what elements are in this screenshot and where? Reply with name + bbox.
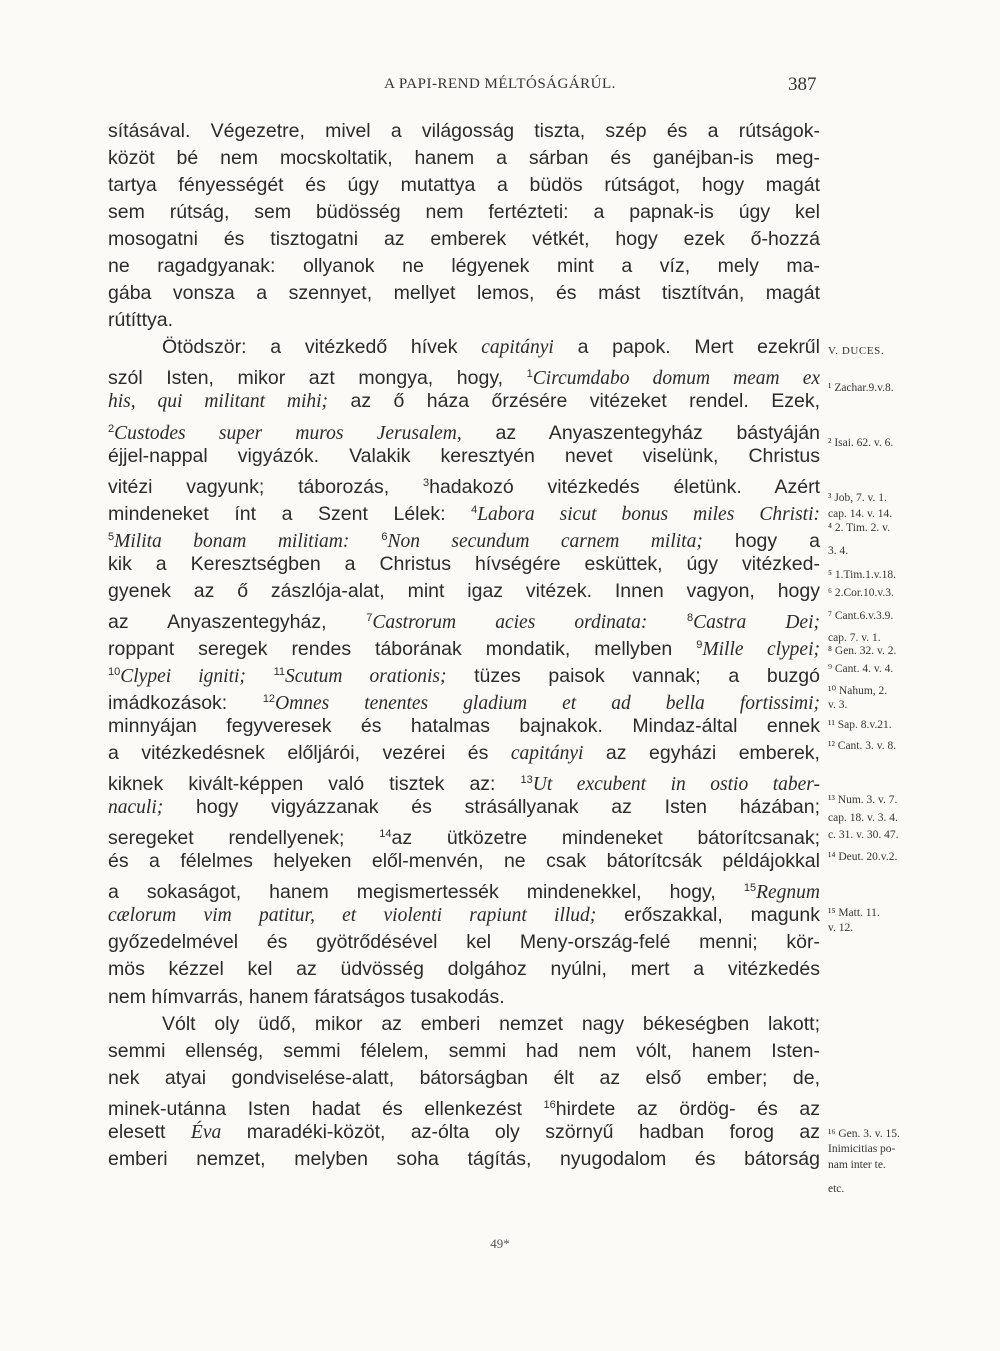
text-span: minek-utánna Isten hadat és ellenkezést [108,1097,544,1120]
text-span: az ő háza őrzésére vitézeket rendel. Ezek, [328,390,820,413]
margin-note: ⁴ 2. Tim. 2. v. [828,522,891,534]
margin-note: ⁸ Gen. 32. v. 2. [828,645,897,657]
text-span: az egyházi emberek, [583,742,820,765]
text-span: sításával. Végezetre, mivel a világosság tiszta, szép és a rútságok- [108,120,820,142]
text-span: éjjel-nappal vigyázók. Valakik keresztyén nevet viselünk, Christus [108,444,820,467]
text-span: maradéki-közöt, az-ólta oly szörnyű hadban forog az [221,1120,820,1143]
text-line [108,199,820,226]
text-line [108,686,820,713]
text-line [108,1011,820,1038]
text-line [108,740,820,767]
text-line [108,1146,820,1173]
margin-note: ² Isai. 62. v. 6. [828,437,894,449]
text-line [108,929,820,956]
text-span: ne ragadgyanak: ollyanok ne légyenek mint a víz, mely ma- [108,255,820,278]
text-span [647,611,687,633]
text-line [108,470,820,497]
latin-quote: his, qui militant mihi; [108,391,329,413]
margin-note: ¹⁰ Nahum, 2. [828,685,888,697]
text-span [246,665,274,687]
text-line [108,253,820,280]
text-span: közöt bé nem mocskoltatik, hanem a sárban és ganéjban-is meg- [108,147,820,170]
text-line [108,551,820,578]
text-span: roppant seregek rendes táborának mondatik, mellyben [108,637,697,660]
text-span: és a félelmes helyeken elől-menvén, ne csak bátorítcsák példájokkal [108,850,820,873]
page-number: 387 [788,74,817,95]
text-span: hirdete az ördög- és az [555,1097,820,1120]
margin-note: ¹² Cant. 3. v. 8. [828,740,897,752]
text-span: erőszakkal, magunk [596,904,820,927]
margin-note: v. 3. [828,699,848,711]
latin-quote: capitányi [481,337,554,359]
margin-note: ⁶ 2.Cor.10.v.3. [828,587,894,599]
text-line [108,416,820,443]
margin-note: ³ Job, 7. v. 1. [828,492,887,504]
text-line [108,443,820,470]
footnote-marker: 3 [422,476,430,489]
text-span: gába vonsza a szennyet, mellyet lemos, és mást tisztítván, magát [108,282,820,305]
text-line [108,794,820,821]
text-span: az ütközetre mindeneket bátorítcsanak; [391,827,820,850]
margin-note: ⁹ Cant. 4. v. 4. [828,663,894,675]
text-line [108,902,820,929]
margin-note: cap. 18. v. 3. 4. [828,812,898,824]
margin-note: ⁷ Cant.6.v.3.9. [828,610,894,622]
text-line [108,1119,820,1146]
text-span: gyenek az ő zászlója-alat, mint igaz vitézek. Innen vagyon, hogy [108,579,820,602]
text-span: kik a Keresztségben a Christus hívségére esküttek, úgy vitézked- [108,552,820,575]
latin-quote: Milita bonam militiam: [114,530,350,552]
text-span: tüzes paisok vannak; a buzgó [446,664,820,687]
margin-note: v. 12. [828,922,854,934]
text-line [108,172,820,199]
text-span: rútíttya. [108,309,174,332]
latin-quote: capitányi [510,743,584,765]
text-line [108,767,820,794]
margin-note: ¹⁵ Matt. 11. [828,907,880,919]
text-span: mosogatni és tisztogatni az emberek vétkét, hogy ezek ő-hozzá [108,228,820,251]
text-span: emberi nemzet, melyben soha tágítás, nyugodalom és bátorság [108,1147,820,1170]
footnote-marker: 16 [543,1098,556,1111]
latin-quote: Custodes super muros Jerusalem, [114,422,462,444]
body-text [108,118,820,1173]
latin-quote: Omnes tenentes gladium et ad bella fortissimi; [275,692,820,714]
footnote-marker: 4 [471,503,478,516]
text-span: nem hímvarrás, hanem fáratságos tusakodás. [108,985,505,1008]
margin-note: 3. 4. [828,545,849,557]
text-line [108,334,820,361]
text-line [108,984,820,1011]
text-span: tartya fényességét és úgy mutattya a büdös rútságot, hogy magát [108,174,820,197]
text-line [108,388,820,415]
footnote-marker: 11 [273,665,286,678]
footnote-marker: 14 [379,828,392,841]
margin-note: ⁵ 1.Tim.1.v.18. [828,569,897,581]
footnote-marker: 5 [108,530,115,543]
text-span: sem rútság, sem büdösség nem fertézteti: a papnak-is úgy kel [108,201,820,224]
margin-note: ¹³ Num. 3. v. 7. [828,794,898,806]
text-span: imádkozások: [108,691,263,714]
running-header-title: A PAPI-REND MÉLTÓSÁGÁRÚL. [384,76,616,92]
footnote-marker: 10 [108,665,121,678]
text-line [108,956,820,983]
footnote-marker: 7 [366,611,373,624]
latin-quote: Ut excubent in ostio taber- [532,774,820,796]
text-line [108,821,820,848]
footnote-marker: 15 [743,882,757,895]
text-line [108,524,820,551]
text-line [108,280,820,307]
margin-note: nam inter te. [828,1159,886,1171]
text-span: seregeket rendellyenek; [108,827,380,850]
text-span: elesett [108,1120,191,1143]
latin-quote: Mille clypei; [702,638,820,660]
latin-quote: Labora sicut bonus miles Christi: [477,503,820,525]
footnote-marker: 1 [526,368,533,381]
latin-quote: Clypei igniti; [120,665,246,687]
footnote-marker: 6 [381,530,388,543]
text-span: hogy vigyázzanak és strásállyanak az Isten házában; [163,796,820,819]
text-span: hadakozó vitézkedés életünk. Azért [429,475,820,498]
footnote-marker: 8 [687,611,694,624]
text-span: kiknek kivált-képpen való tisztek az: [108,773,521,796]
margin-note: ¹⁶ Gen. 3. v. 15. [828,1128,900,1140]
text-line [108,875,820,902]
text-span: vitézi vagyunk; táborozás, [108,475,423,498]
text-line [108,226,820,253]
text-span: szól Isten, mikor azt mongya, hogy, [108,367,527,390]
latin-quote: Castrorum acies ordinata: [372,611,648,633]
footnote-marker: 9 [696,638,703,651]
latin-quote: Scutum orationis; [285,665,447,687]
margin-note: V. DUCES. [828,345,885,357]
text-span: mös kézzel kel az üdvösség dolgához nyúlni, mert a vitézkedés [108,958,820,981]
text-span: győzedelmével és gyötrődésével kel Meny-ország-felé menni; kör- [108,931,820,954]
text-line [108,118,820,145]
text-line [108,605,820,632]
text-line [108,1065,820,1092]
latin-quote: Castra Dei; [693,611,821,633]
text-line [108,497,820,524]
text-span: Ötödször: a vitézkedő hívek [162,336,482,359]
signature-mark: 49* [490,1236,510,1251]
text-span: a papok. Mert ezekrűl [553,336,820,359]
latin-quote: cælorum vim patitur, et violenti rapiunt illud; [108,905,597,927]
text-span: nek atyai gondviselése-alatt, bátorságban élt az első ember; de, [108,1066,820,1089]
text-line [108,145,820,172]
margin-note: ¹¹ Sap. 8.v.21. [828,719,892,731]
margin-note: ¹ Zachar.9.v.8. [828,382,894,394]
margin-note: c. 31. v. 30. 47. [828,829,899,841]
latin-quote: Circumdabo domum meam ex [532,368,820,390]
text-line [108,659,820,686]
text-span: a sokaságot, hanem megismertessék mindenekkel, hogy, [108,881,744,904]
latin-quote: naculi; [108,797,164,819]
margin-note: cap. 14. v. 14. [828,508,893,520]
text-line [108,361,820,388]
text-line [108,307,820,334]
text-line [108,632,820,659]
latin-quote: Non secundum carnem milita; [387,530,703,552]
text-span: mindeneket ínt a Szent Lélek: [108,502,472,525]
text-span: Vólt oly üdő, mikor az emberi nemzet nagy békeségben lakott; [162,1012,820,1035]
text-span: az Anyaszentegyház, [108,610,367,633]
text-span: semmi ellenség, semmi félelem, semmi had nem vólt, hanem Isten- [108,1039,820,1062]
latin-quote: Éva [190,1121,222,1143]
latin-quote: Regnum [756,882,820,904]
text-span: a vitézkedésnek előljárói, vezérei és [108,742,511,765]
text-span: hogy a [702,529,821,552]
text-line [108,1038,820,1065]
footnote-marker: 13 [520,774,533,787]
text-span: az Anyaszentegyház bástyáján [461,421,820,444]
text-line [108,848,820,875]
footnote-marker: 2 [108,422,115,435]
margin-note: ¹⁴ Deut. 20.v.2. [828,851,898,863]
footnote-marker: 12 [262,692,276,705]
margin-note: etc. [828,1183,845,1195]
margin-note: Inimicitias po- [828,1143,896,1155]
text-line [108,578,820,605]
text-line [108,713,820,740]
text-span [349,530,381,552]
text-span: minnyájan fegyveresek és hatalmas bajnakok. Mindaz-által ennek [108,715,820,738]
text-line [108,1092,820,1119]
margin-note: cap. 7. v. 1. [828,632,881,644]
